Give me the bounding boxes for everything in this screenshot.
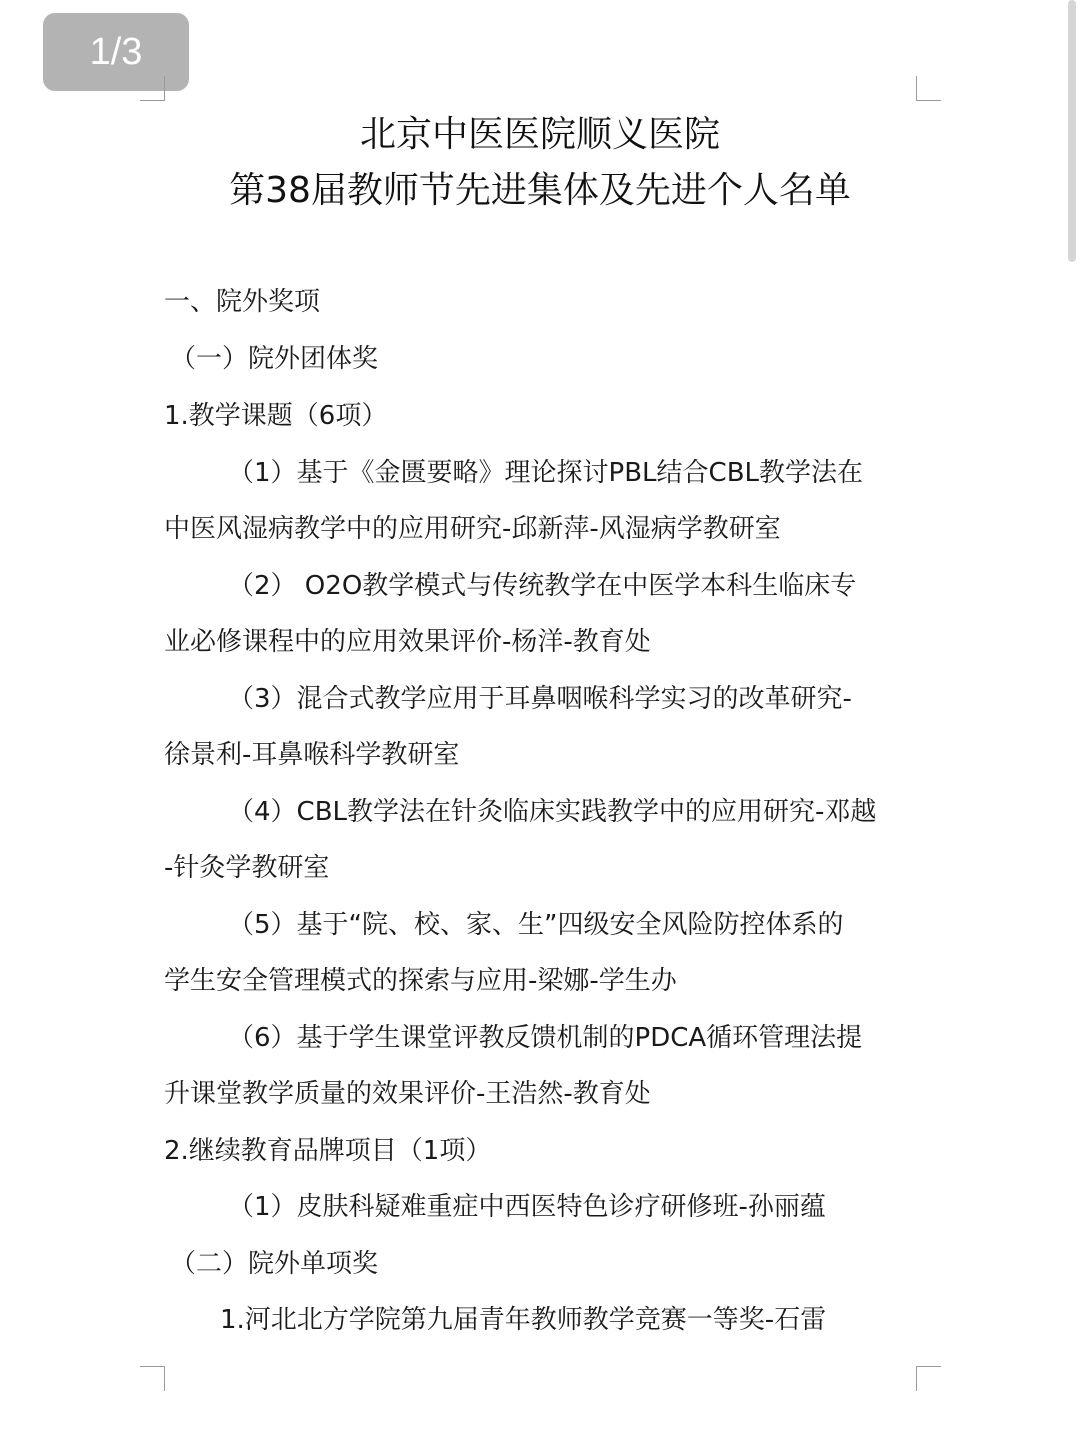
list-item: （6）基于学生课堂评教反馈机制的PDCA循环管理法提 <box>228 1023 863 1053</box>
page-corner-mark <box>140 76 165 101</box>
list-item-continued: 业必修课程中的应用效果评价-杨洋-教育处 <box>164 627 651 657</box>
list-item: （2） O2O教学模式与传统教学在中医学本科生临床专 <box>228 571 857 601</box>
page-corner-mark <box>916 76 941 101</box>
page-indicator: 1/3 <box>43 13 189 91</box>
document-title: 北京中医医院顺义医院 <box>359 114 720 155</box>
subsection-heading: （二）院外单项奖 <box>170 1249 379 1279</box>
subsection-heading: （一）院外团体奖 <box>170 344 379 374</box>
list-item: （4）CBL教学法在针灸临床实践教学中的应用研究-邓越 <box>228 797 877 827</box>
list-item-continued: 学生安全管理模式的探索与应用-梁娜-学生办 <box>164 966 677 996</box>
category-heading: 2.继续教育品牌项目（1项） <box>164 1136 492 1166</box>
list-item-continued: -针灸学教研室 <box>164 853 330 883</box>
list-item-continued: 中医风湿病教学中的应用研究-邱新萍-风湿病学教研室 <box>164 514 781 544</box>
page-corner-mark <box>916 1366 941 1391</box>
list-item: （5）基于“院、校、家、生”四级安全风险防控体系的 <box>228 910 844 940</box>
list-item: （1）皮肤科疑难重症中西医特色诊疗研修班-孙丽蕴 <box>228 1192 826 1222</box>
document-subtitle: 第38届教师节先进集体及先进个人名单 <box>229 170 851 211</box>
list-item: （1）基于《金匮要略》理论探讨PBL结合CBL教学法在 <box>228 458 864 488</box>
list-item: （3）混合式教学应用于耳鼻咽喉科学实习的改革研究- <box>228 684 852 714</box>
list-item: 1.河北北方学院第九届青年教师教学竞赛一等奖-石雷 <box>220 1305 827 1335</box>
page-corner-mark <box>140 1366 165 1391</box>
category-heading: 1.教学课题（6项） <box>164 401 388 431</box>
list-item-continued: 升课堂教学质量的效果评价-王浩然-教育处 <box>164 1079 651 1109</box>
list-item-continued: 徐景利-耳鼻喉科学教研室 <box>164 740 460 770</box>
section-heading: 一、院外奖项 <box>164 287 321 317</box>
